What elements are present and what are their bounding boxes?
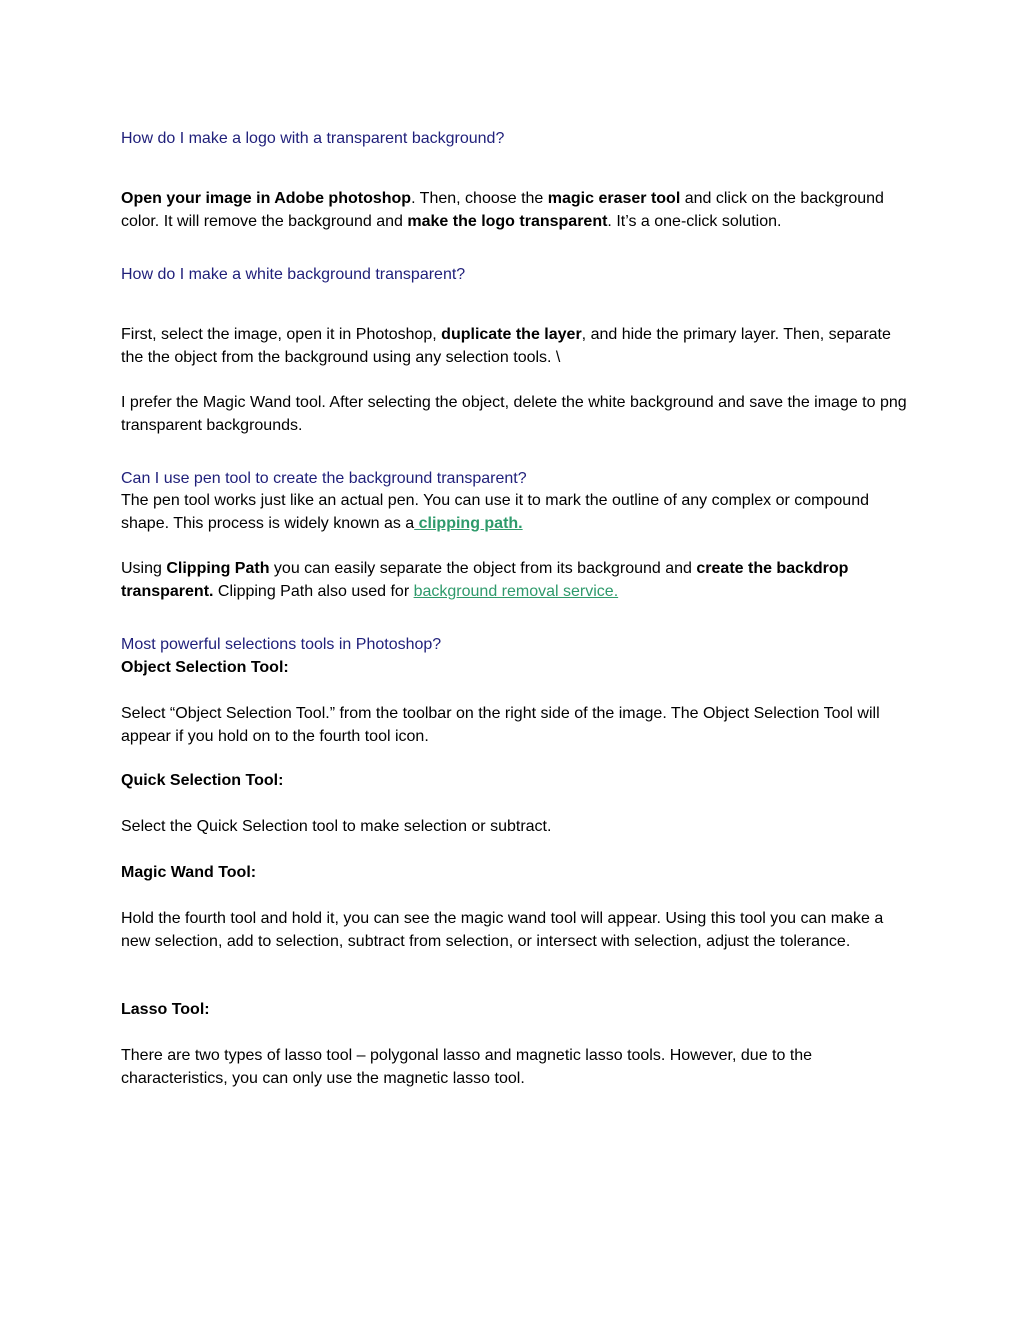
tool-text-lasso: There are two types of lasso tool – polygonal lasso and magnetic lasso tools. However, due to the characteristics, you can only use the magnetic lasso tool. bbox=[121, 1047, 813, 1087]
paragraph-magic-wand-pref: I prefer the Magic Wand tool. After selecting the object, delete the white background and save the image to png transparent backgrounds. bbox=[121, 394, 907, 434]
paragraph-logo-answer bbox=[121, 188, 911, 233]
heading-white-background: How do I make a white background transparent? bbox=[121, 266, 466, 283]
text-magic-eraser: magic eraser tool bbox=[547, 190, 681, 207]
text-create-backdrop: create the backdrop transparent. bbox=[121, 560, 849, 600]
tool-text-quick-selection: Select the Quick Selection tool to make selection or subtract. bbox=[121, 818, 552, 835]
tool-text-object-selection: Select “Object Selection Tool.” from the toolbar on the right side of the image. The Object Selection Tool will appear if you hold on to the fourth tool icon. bbox=[121, 705, 880, 745]
clipping-path-link[interactable]: clipping path. bbox=[414, 514, 523, 532]
text-span: The pen tool works just like an actual pen. You can use it to mark the outline of any complex or compound shape. This process is widely known as a bbox=[121, 492, 869, 532]
heading-logo-transparent: How do I make a logo with a transparent background? bbox=[121, 130, 505, 147]
paragraph-white-bg-answer bbox=[121, 324, 911, 369]
paragraph-clipping-path bbox=[121, 558, 911, 603]
text-open-image: Open your image in Adobe photoshop bbox=[121, 190, 412, 207]
tool-text-magic-wand: Hold the fourth tool and hold it, you can see the magic wand tool will appear. Using this tool you can make a new selection, add to selection, subtract from selection, or intersect with selection, adjust the tolerance. bbox=[121, 910, 884, 950]
text-span: , and hide the primary layer. Then, separate the the object from the background using any selection tools. \ bbox=[121, 326, 891, 366]
heading-selection-tools: Most powerful selections tools in Photoshop? bbox=[121, 636, 442, 653]
tool-title-lasso: Lasso Tool: bbox=[121, 1001, 210, 1018]
background-removal-link[interactable]: background removal service. bbox=[413, 582, 619, 600]
paragraph-pen-tool-answer bbox=[121, 490, 911, 535]
text-span: you can easily separate the object from its background and bbox=[269, 560, 697, 577]
text-clipping-path: Clipping Path bbox=[166, 560, 270, 577]
tool-title-quick-selection: Quick Selection Tool: bbox=[121, 772, 284, 789]
text-span: Clipping Path also used for bbox=[213, 582, 414, 600]
text-span: . It’s a one-click solution. bbox=[607, 212, 782, 230]
text-span: First, select the image, open it in Photoshop, bbox=[121, 326, 442, 343]
text-span: Using bbox=[121, 560, 167, 577]
text-make-logo-transparent: make the logo transparent bbox=[407, 212, 608, 230]
text-duplicate-layer: duplicate the layer bbox=[441, 326, 582, 343]
tool-title-magic-wand: Magic Wand Tool: bbox=[121, 864, 257, 881]
text-span: and click on the background color. It will remove the background and bbox=[121, 190, 884, 230]
tool-title-object-selection: Object Selection Tool: bbox=[121, 659, 289, 676]
heading-pen-tool: Can I use pen tool to create the background transparent? bbox=[121, 470, 527, 487]
text-span: . Then, choose the bbox=[411, 190, 548, 207]
